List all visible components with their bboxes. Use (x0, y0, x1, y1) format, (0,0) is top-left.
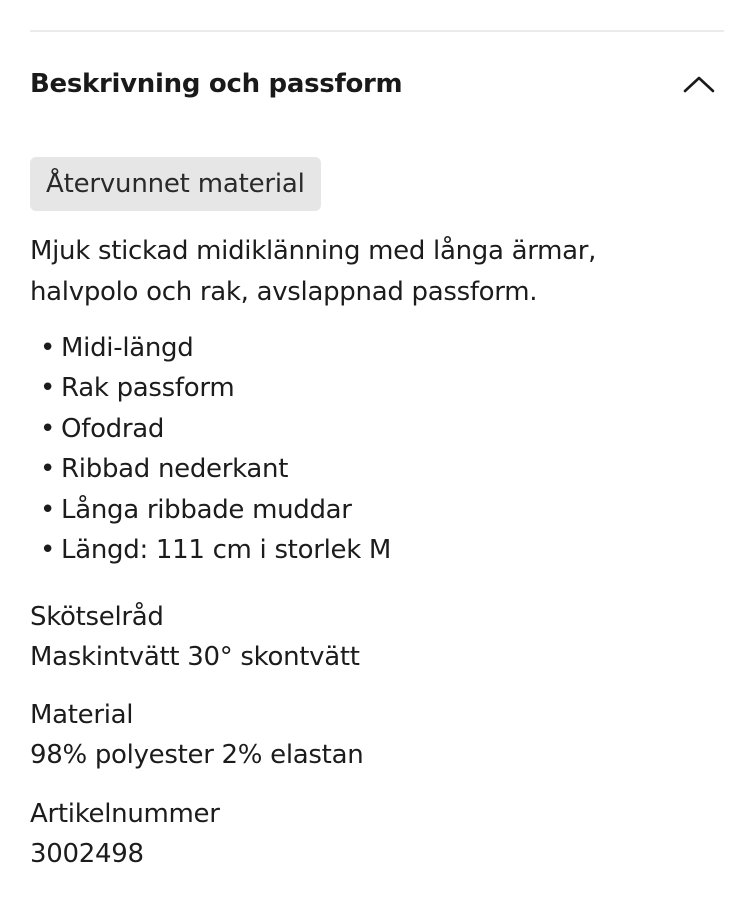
recycled-material-badge: Återvunnet material (30, 157, 321, 211)
feature-list (40, 328, 391, 570)
accordion-title: Beskrivning och passform (30, 69, 403, 99)
feature-item: • Rak passform (40, 368, 391, 408)
material-label: Material (30, 700, 134, 730)
article-value: 3002498 (30, 839, 144, 869)
article-label: Artikelnummer (30, 799, 220, 829)
product-description: Mjuk stickad midiklänning med långa ärmar, halvpolo och rak, avslappnad passform. (30, 236, 597, 307)
feature-item: • Långa ribbade muddar (40, 490, 391, 530)
care-label: Skötselråd (30, 602, 164, 632)
material-value: 98% polyester 2% elastan (30, 740, 364, 770)
material-info (30, 695, 363, 775)
care-value: Maskintvätt 30° skontvätt (30, 642, 360, 672)
accordion-header-description[interactable] (30, 56, 724, 112)
top-divider (30, 30, 724, 32)
chevron-up-icon[interactable] (682, 72, 716, 96)
feature-item: • Ribbad nederkant (40, 449, 391, 489)
care-instructions (30, 597, 360, 677)
feature-item: • Ofodrad (40, 409, 391, 449)
feature-item: • Midi-längd (40, 328, 391, 368)
feature-item: • Längd: 111 cm i storlek M (40, 530, 391, 570)
article-number-info (30, 794, 220, 874)
